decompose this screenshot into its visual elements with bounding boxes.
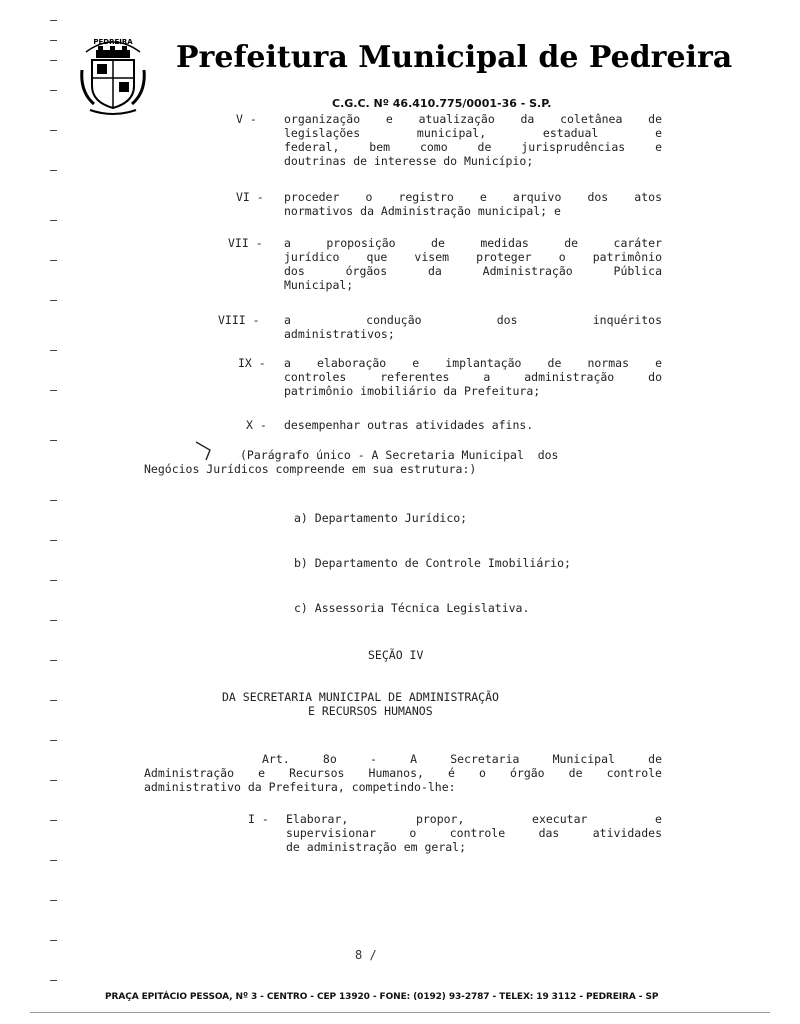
margin-tick bbox=[50, 390, 57, 391]
paragrafo-line-1: (Parágrafo único - A Secretaria Municipal dos bbox=[240, 448, 559, 462]
artigo-line-3: administrativo da Prefeitura, competindo-lhe: bbox=[144, 780, 456, 794]
margin-tick bbox=[50, 60, 57, 61]
secretaria-heading-line-1: DA SECRETARIA MUNICIPAL DE ADMINISTRAÇÃO bbox=[222, 690, 499, 704]
item-roman-ix: IX - bbox=[238, 356, 266, 370]
margin-tick bbox=[50, 260, 57, 261]
margin-tick bbox=[50, 90, 57, 91]
item-roman-x: X - bbox=[246, 418, 267, 432]
page-number: 8 / bbox=[355, 948, 377, 962]
item-text-v: organização e atualização da coletânea de legislações municipal, estadual e federal, bem como de jurisprudências e doutrinas de interesse do Município; bbox=[284, 112, 662, 168]
margin-tick bbox=[50, 130, 57, 131]
artigo-line-1: Art. 8o - A Secretaria Municipal de bbox=[262, 752, 662, 766]
secretaria-heading-line-2: E RECURSOS HUMANOS bbox=[308, 704, 433, 718]
margin-tick bbox=[50, 660, 57, 661]
margin-tick bbox=[50, 900, 57, 901]
departamento-controle-imobiliario: b) Departamento de Controle Imobiliário; bbox=[294, 556, 571, 570]
artigo-line-2: Administração e Recursos Humanos, é o órgão de controle bbox=[144, 766, 662, 780]
item-roman-i: I - bbox=[248, 812, 269, 826]
item-text-ix: a elaboração e implantação de normas e controles referentes a administração do patrimônio imobiliário da Prefeitura; bbox=[284, 356, 662, 398]
cgc-number: C.G.C. Nº 46.410.775/0001-36 - S.P. bbox=[332, 97, 552, 110]
margin-tick bbox=[50, 440, 57, 441]
margin-tick bbox=[50, 20, 57, 21]
margin-tick bbox=[50, 170, 57, 171]
page-title: Prefeitura Municipal de Pedreira bbox=[176, 40, 733, 75]
item-roman-viii: VIII - bbox=[218, 313, 260, 327]
margin-tick bbox=[50, 620, 57, 621]
seal-label: PEDREIRA bbox=[93, 38, 133, 46]
item-text-viii: a condução dos inquéritos administrativos; bbox=[284, 313, 662, 341]
item-text-x: desempenhar outras atividades afins. bbox=[284, 418, 534, 432]
margin-tick bbox=[50, 740, 57, 741]
margin-tick bbox=[50, 300, 57, 301]
margin-ticks bbox=[50, 20, 62, 1000]
margin-tick bbox=[50, 40, 57, 41]
margin-tick bbox=[50, 780, 57, 781]
margin-tick bbox=[50, 500, 57, 501]
item-text-vi: proceder o registro e arquivo dos atos normativos da Administração municipal; e bbox=[284, 190, 662, 218]
margin-tick bbox=[50, 350, 57, 351]
handwritten-mark bbox=[192, 438, 222, 464]
margin-tick bbox=[50, 820, 57, 821]
footer-rule bbox=[30, 1012, 770, 1013]
footer-address: PRAÇA EPITÁCIO PESSOA, Nº 3 - CENTRO - CEP 13920 - FONE: (0192) 93-2787 - TELEX: 19 3112 - PEDREIRA - SP bbox=[105, 992, 659, 1002]
coat-of-arms-seal bbox=[78, 30, 148, 116]
margin-tick bbox=[50, 980, 57, 981]
paragrafo-line-2: Negócios Jurídicos compreende em sua estrutura:) bbox=[144, 462, 477, 476]
item-roman-vi: VI - bbox=[236, 190, 264, 204]
item-roman-vii: VII - bbox=[228, 236, 263, 250]
margin-tick bbox=[50, 940, 57, 941]
item-text-vii: a proposição de medidas de caráter jurídico que visem proteger o patrimônio dos órgãos da Administração Pública Municipal; bbox=[284, 236, 662, 292]
margin-tick bbox=[50, 580, 57, 581]
margin-tick bbox=[50, 540, 57, 541]
section-heading: SEÇÃO IV bbox=[368, 648, 424, 662]
margin-tick bbox=[50, 700, 57, 701]
departamento-juridico: a) Departamento Jurídico; bbox=[294, 511, 468, 525]
margin-tick bbox=[50, 220, 57, 221]
item-roman-v: V - bbox=[236, 112, 257, 126]
margin-tick bbox=[50, 860, 57, 861]
item-text-i: Elaborar, propor, executar e supervisionar o controle das atividades de administração em geral; bbox=[286, 812, 662, 854]
assessoria-tecnica: c) Assessoria Técnica Legislativa. bbox=[294, 601, 530, 615]
